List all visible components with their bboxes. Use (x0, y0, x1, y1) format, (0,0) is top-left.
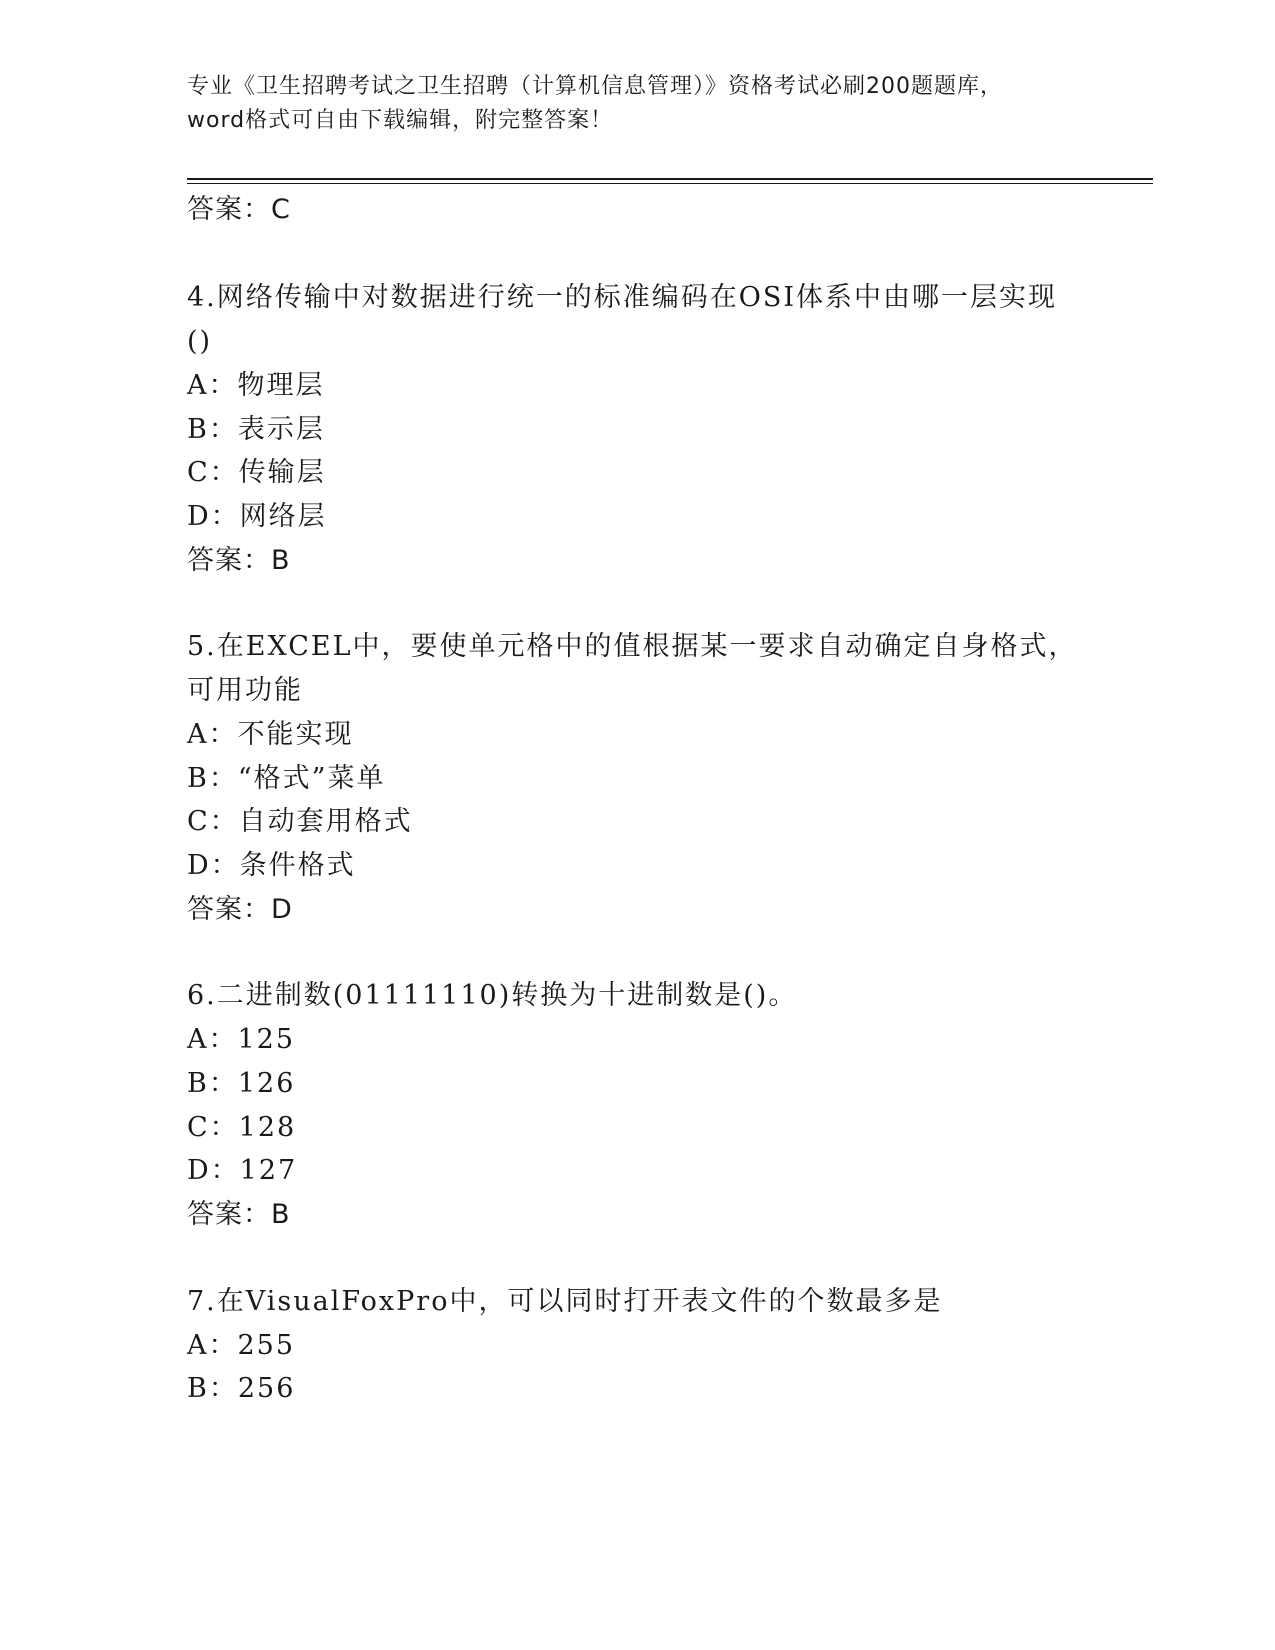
header-divider-thick (187, 178, 1153, 180)
q4-option-a: A：物理层 (187, 370, 325, 401)
header-line-1: 专业《卫生招聘考试之卫生招聘（计算机信息管理）》资格考试必刷200题题库， (187, 74, 1003, 99)
q4-stem-line-1: 4.网络传输中对数据进行统一的标准编码在OSI体系中由哪一层实现 (187, 282, 1058, 313)
q6-option-b: B：126 (187, 1068, 296, 1099)
header-line-2: word格式可自由下载编辑，附完整答案！ (187, 108, 614, 133)
q4-option-d: D：网络层 (187, 501, 327, 532)
q7-stem-line-1: 7.在VisualFoxPro中，可以同时打开表文件的个数最多是 (187, 1286, 943, 1317)
header-divider-thin (187, 183, 1153, 184)
q6-answer: 答案：B (187, 1199, 291, 1230)
q5-option-a: A：不能实现 (187, 719, 354, 750)
document-header (187, 70, 1087, 138)
q4-stem-line-2: () (187, 326, 213, 357)
q5-option-c: C：自动套用格式 (187, 806, 413, 837)
q5-answer: 答案：D (187, 894, 293, 925)
q4-answer: 答案：B (187, 545, 291, 576)
q6-option-a: A：125 (187, 1024, 296, 1055)
q4-option-c: C：传输层 (187, 457, 326, 488)
q5-option-d: D：条件格式 (187, 850, 356, 881)
q6-stem-line-1: 6.二进制数(01111110)转换为十进制数是()。 (187, 980, 798, 1011)
q4-option-b: B：表示层 (187, 414, 325, 445)
q5-option-b: B：“格式”菜单 (187, 763, 386, 794)
q5-stem-line-1: 5.在EXCEL中，要使单元格中的值根据某一要求自动确定自身格式， (187, 631, 1078, 662)
q5-stem-line-2: 可用功能 (187, 675, 303, 706)
q7-option-b: B：256 (187, 1373, 296, 1404)
q7-option-a: A：255 (187, 1330, 296, 1361)
q6-option-c: C：128 (187, 1112, 297, 1143)
answer-previous: 答案：C (187, 194, 291, 225)
q6-option-d: D：127 (187, 1155, 298, 1186)
